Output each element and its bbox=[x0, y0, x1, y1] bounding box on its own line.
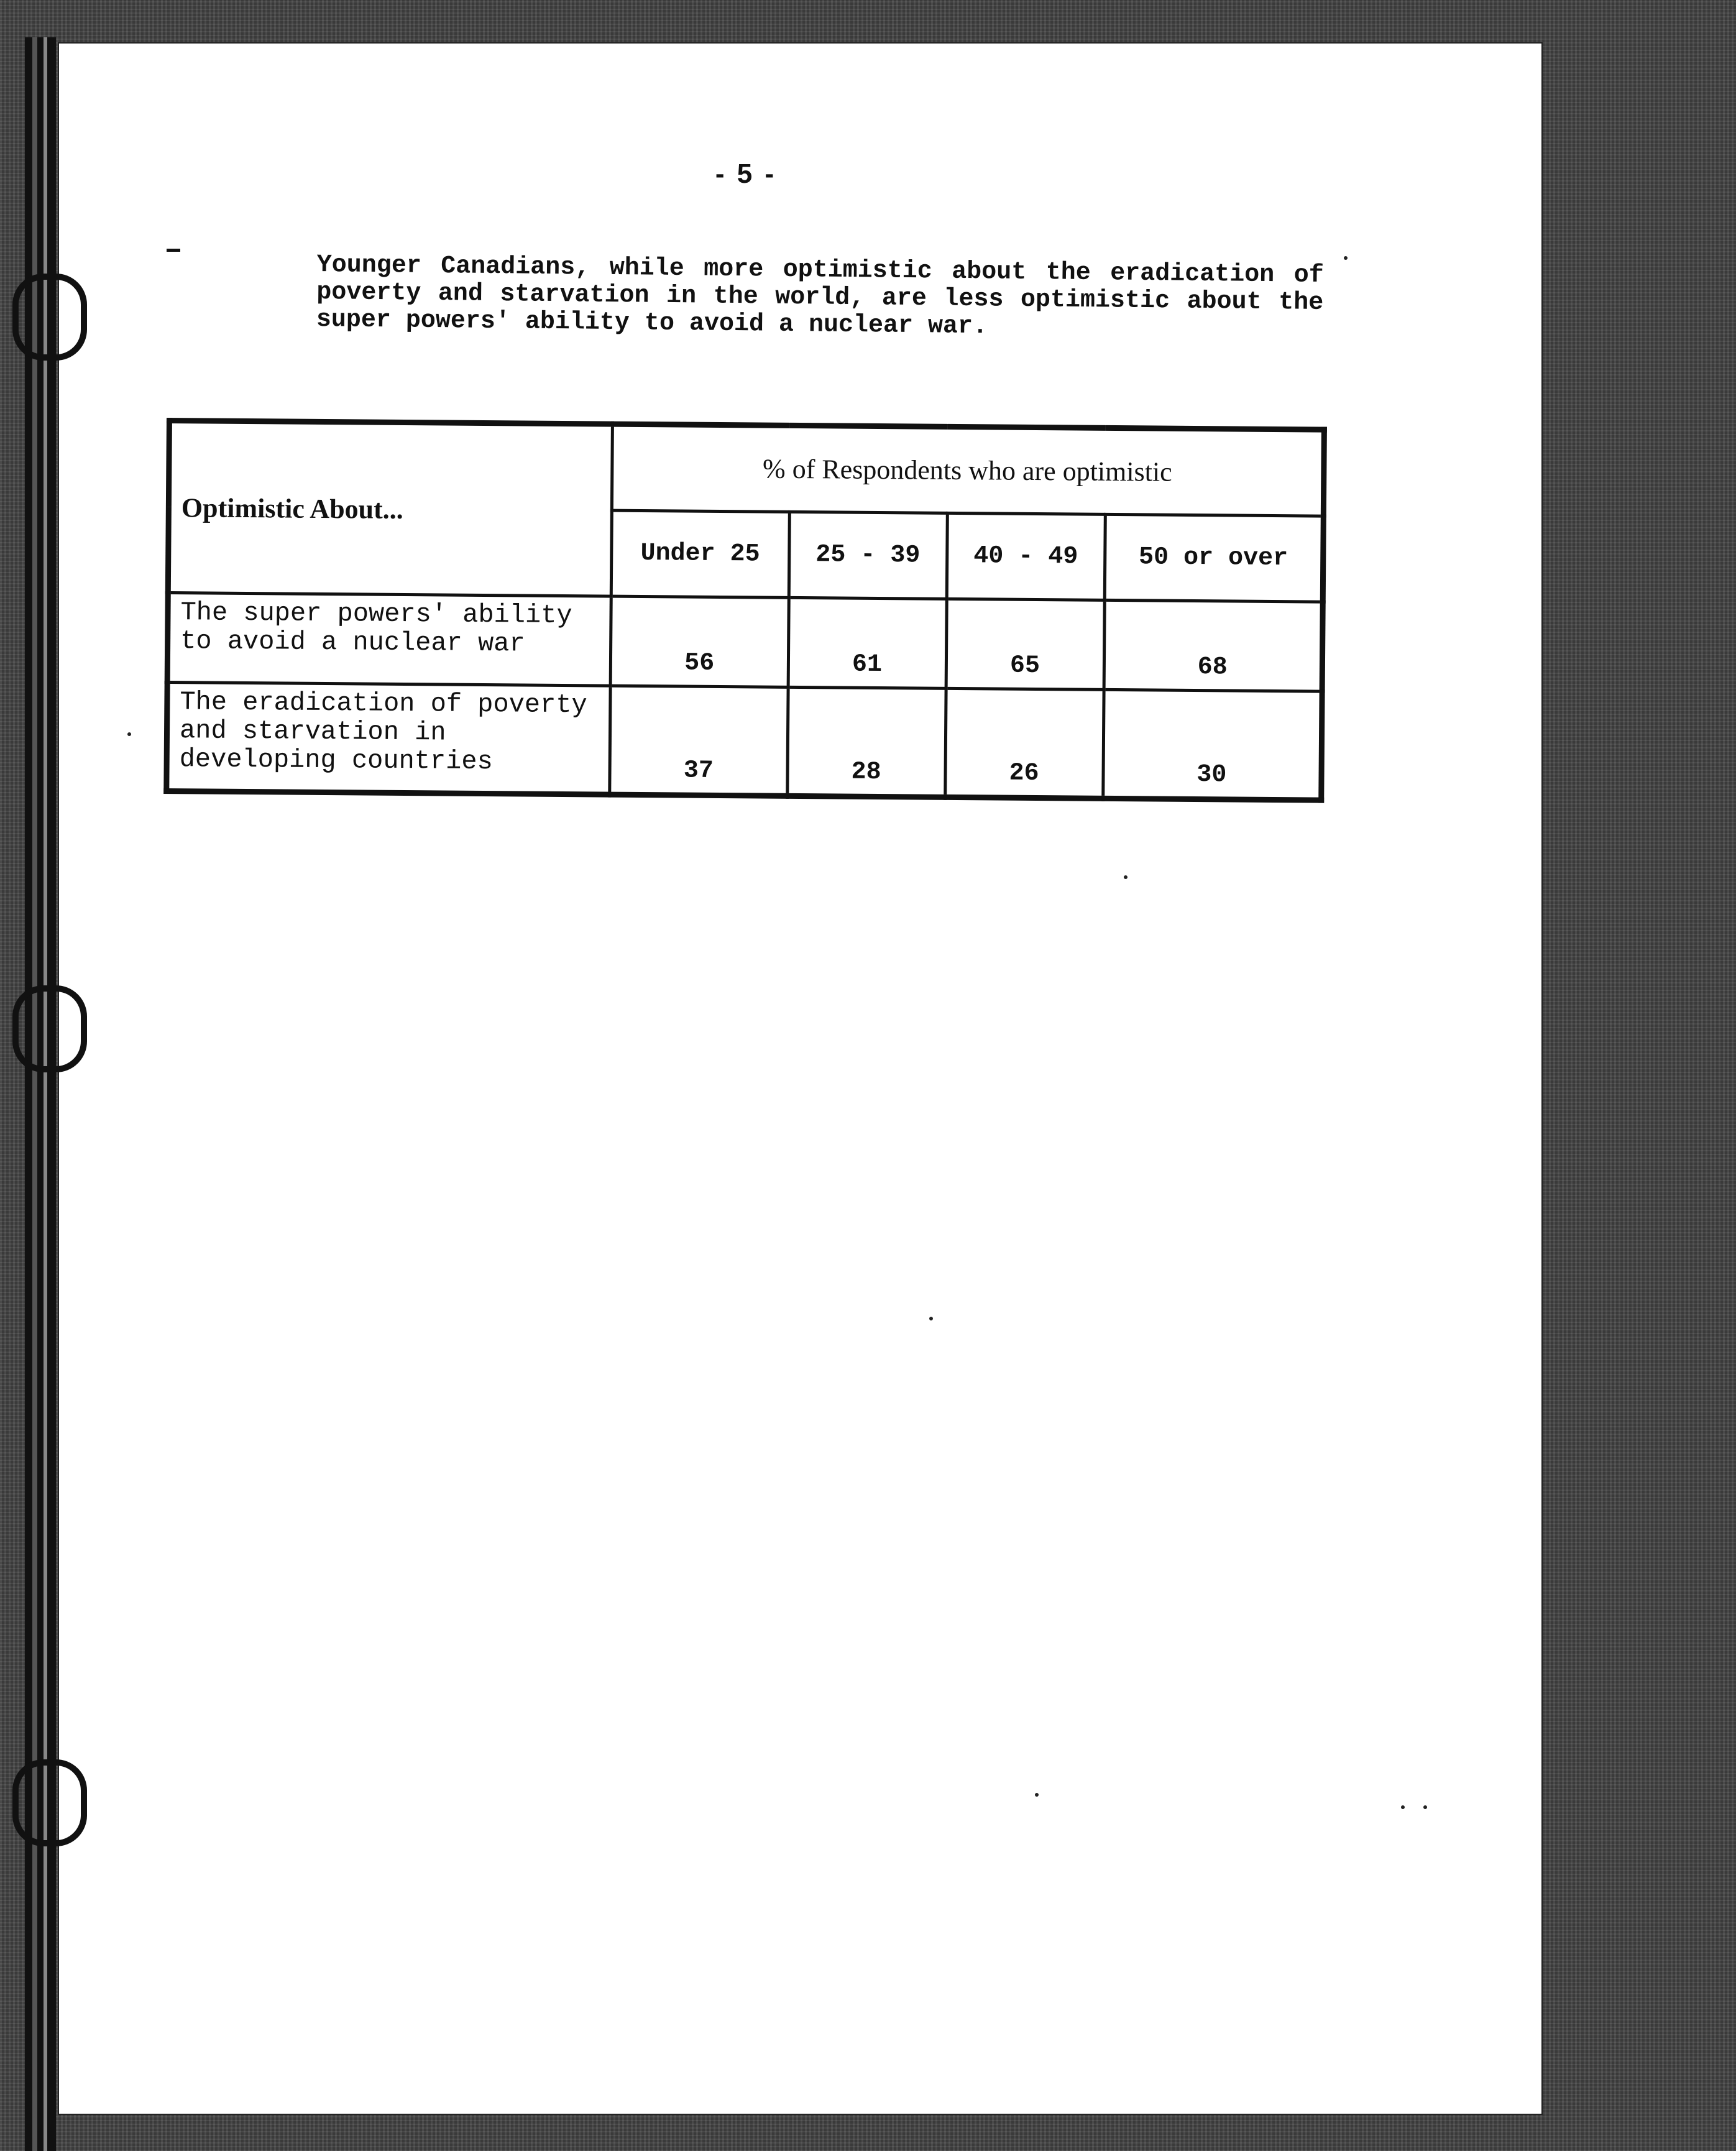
binder-ring-bottom bbox=[12, 1759, 87, 1846]
group-header-cell: % of Respondents who are optimistic bbox=[612, 424, 1324, 516]
table-cell: 68 bbox=[1104, 601, 1323, 692]
scan-speck bbox=[1401, 1805, 1405, 1809]
binder-ring-middle bbox=[12, 985, 87, 1072]
column-header-50-or-over: 50 or over bbox=[1105, 514, 1324, 602]
row-header-cell: Optimistic About... bbox=[168, 421, 612, 597]
scan-speck bbox=[1423, 1805, 1427, 1809]
table-cell: 28 bbox=[787, 688, 945, 798]
table-cell: 30 bbox=[1103, 690, 1322, 800]
column-header-40-49: 40 - 49 bbox=[947, 513, 1105, 601]
intro-paragraph: Younger Canadians, while more optimistic about the eradication of poverty and starvation in the world, are less optimistic about the super powers' ability to avoid a nuclear war. bbox=[316, 251, 1324, 341]
table-cell: 56 bbox=[610, 597, 789, 688]
table-cell: 61 bbox=[788, 598, 947, 689]
bullet-dash bbox=[167, 249, 180, 252]
column-header-under-25: Under 25 bbox=[611, 510, 789, 598]
table-cell: 37 bbox=[610, 686, 788, 796]
document-page bbox=[59, 44, 1541, 2114]
table-row bbox=[167, 593, 1323, 691]
scan-speck bbox=[929, 1317, 933, 1320]
row-label-nuclear-war: The super powers' ability to avoid a nuclear war bbox=[167, 593, 611, 686]
scan-speck bbox=[1344, 256, 1348, 260]
scan-speck bbox=[1035, 1793, 1039, 1797]
optimism-table bbox=[163, 418, 1327, 803]
scan-speck bbox=[127, 732, 131, 736]
page-number: - 5 - bbox=[715, 159, 777, 189]
table-cell: 65 bbox=[946, 599, 1105, 690]
scan-speck bbox=[1124, 875, 1127, 879]
row-label-poverty-starvation: The eradication of poverty and starvation in developing countries bbox=[167, 683, 610, 795]
table-header-row bbox=[168, 421, 1324, 516]
binder-ring-top bbox=[12, 274, 87, 361]
column-header-25-39: 25 - 39 bbox=[789, 512, 947, 599]
table-row bbox=[167, 683, 1322, 800]
table-cell: 26 bbox=[945, 689, 1103, 799]
